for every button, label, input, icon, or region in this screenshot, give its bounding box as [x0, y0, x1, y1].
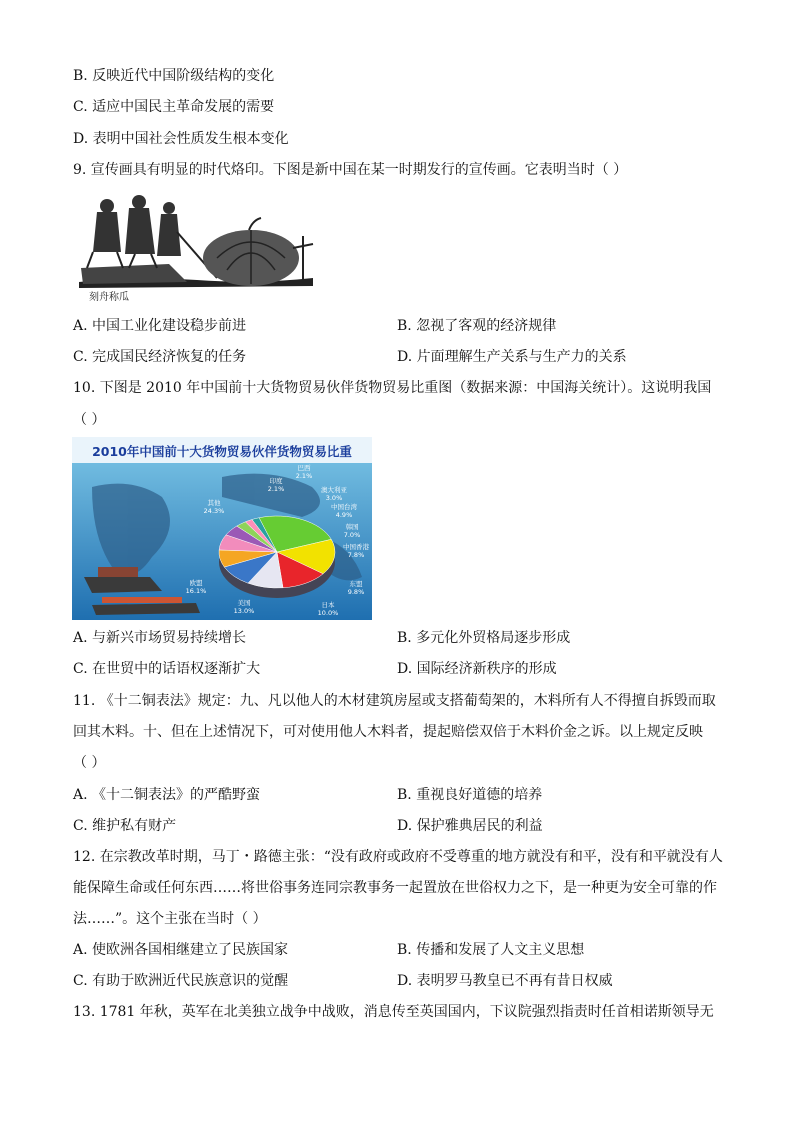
question-13: 13. 1781 年秋，英军在北美独立战争中战败，消息传至英国国内，下议院强烈指责时任首相诺斯领导无 [73, 1004, 714, 1020]
pie-label-name: 澳大利亚 [321, 486, 347, 494]
pie-label-name: 东盟 [349, 580, 363, 588]
pie-label-name: 中国台湾 [331, 503, 357, 511]
option-11c: C. 维护私有财产 [73, 818, 177, 834]
option-8b: B. 反映近代中国阶级结构的变化 [73, 68, 275, 84]
question-10-paren: （ ） [73, 412, 106, 428]
option-12b: B. 传播和发展了人文主义思想 [397, 942, 585, 958]
pie-label-value: 7.8% [347, 551, 365, 559]
chart-title: 2010年中国前十大货物贸易伙伴货物贸易比重 [92, 444, 352, 459]
option-8d: D. 表明中国社会性质发生根本变化 [73, 131, 289, 147]
option-12a: A. 使欧洲各国相继建立了民族国家 [73, 942, 289, 958]
pie-label-name: 韩国 [345, 523, 359, 531]
pie-label-value: 3.0% [325, 494, 343, 502]
pie-label-value: 9.8% [347, 588, 365, 596]
option-12c: C. 有助于欧洲近代民族意识的觉醒 [73, 973, 289, 989]
propaganda-cartoon [77, 192, 315, 302]
option-11b: B. 重视良好道德的培养 [397, 787, 543, 803]
pie-label-value: 24.3% [203, 507, 225, 515]
option-11a: A. 《十二铜表法》的严酷野蛮 [73, 787, 261, 803]
option-9a: A. 中国工业化建设稳步前进 [73, 318, 247, 334]
pie-label-name: 欧盟 [189, 579, 203, 587]
pie-label-value: 7.0% [343, 531, 361, 539]
question-12-line3: 法……”。这个主张在当时（ ） [73, 911, 267, 927]
pie-label-name: 中国香港 [343, 543, 369, 551]
pie-label-value: 10.0% [317, 609, 339, 617]
pie-label-value: 4.9% [335, 511, 353, 519]
option-9b: B. 忽视了客观的经济规律 [397, 318, 557, 334]
option-11d: D. 保护雅典居民的利益 [397, 818, 543, 834]
question-11-line2: 回其木料。十、但在上述情况下，可对使用他人木料者，提起赔偿双倍于木料价金之诉。以上规定反映 [73, 724, 703, 740]
pie-label-name: 日本 [321, 601, 335, 609]
option-10b: B. 多元化外贸格局逐步形成 [397, 630, 571, 646]
option-9c: C. 完成国民经济恢复的任务 [73, 349, 247, 365]
option-9d: D. 片面理解生产关系与生产力的关系 [397, 349, 627, 365]
question-10: 10. 下图是 2010 年中国前十大货物贸易伙伴货物贸易比重图（数据来源：中国海关统计）。这说明我国 [73, 380, 712, 396]
pie-label-value: 13.0% [233, 607, 255, 615]
pie-label-value: 16.1% [185, 587, 207, 595]
question-11-paren: （ ） [73, 755, 106, 771]
pie-label-value: 2.1% [267, 485, 285, 493]
option-8c: C. 适应中国民主革命发展的需要 [73, 99, 275, 115]
question-11-line1: 11. 《十二铜表法》规定：九、凡以他人的木材建筑房屋或支搭葡萄架的，木料所有人不得擅自拆毁而取 [73, 693, 716, 709]
pie-label-value: 2.1% [295, 472, 313, 480]
pie-label-name: 其他 [207, 499, 221, 507]
pie-label-name: 印度 [269, 477, 283, 485]
option-10d: D. 国际经济新秩序的形成 [397, 661, 557, 677]
option-12d: D. 表明罗马教皇已不再有昔日权威 [397, 973, 613, 989]
question-12-line1: 12. 在宗教改革时期，马丁・路德主张：“没有政府或政府不受尊重的地方就没有和平，没有和平就没有人 [73, 849, 723, 865]
trade-pie-chart [72, 437, 372, 620]
option-10c: C. 在世贸中的话语权逐渐扩大 [73, 661, 261, 677]
question-9: 9. 宣传画具有明显的时代烙印。下图是新中国在某一时期发行的宣传画。它表明当时（ ） [73, 162, 628, 178]
trade-pie-chart-figure [72, 437, 372, 620]
cartoon-caption: 刻舟称瓜 [89, 292, 129, 302]
option-10a: A. 与新兴市场贸易持续增长 [73, 630, 247, 646]
question-12-line2: 能保障生命或任何东西……将世俗事务连同宗教事务一起置放在世俗权力之下，是一种更为安全可靠的作 [73, 880, 717, 896]
pie-label-name: 美国 [237, 599, 251, 607]
pie-label-name: 巴西 [297, 464, 311, 472]
